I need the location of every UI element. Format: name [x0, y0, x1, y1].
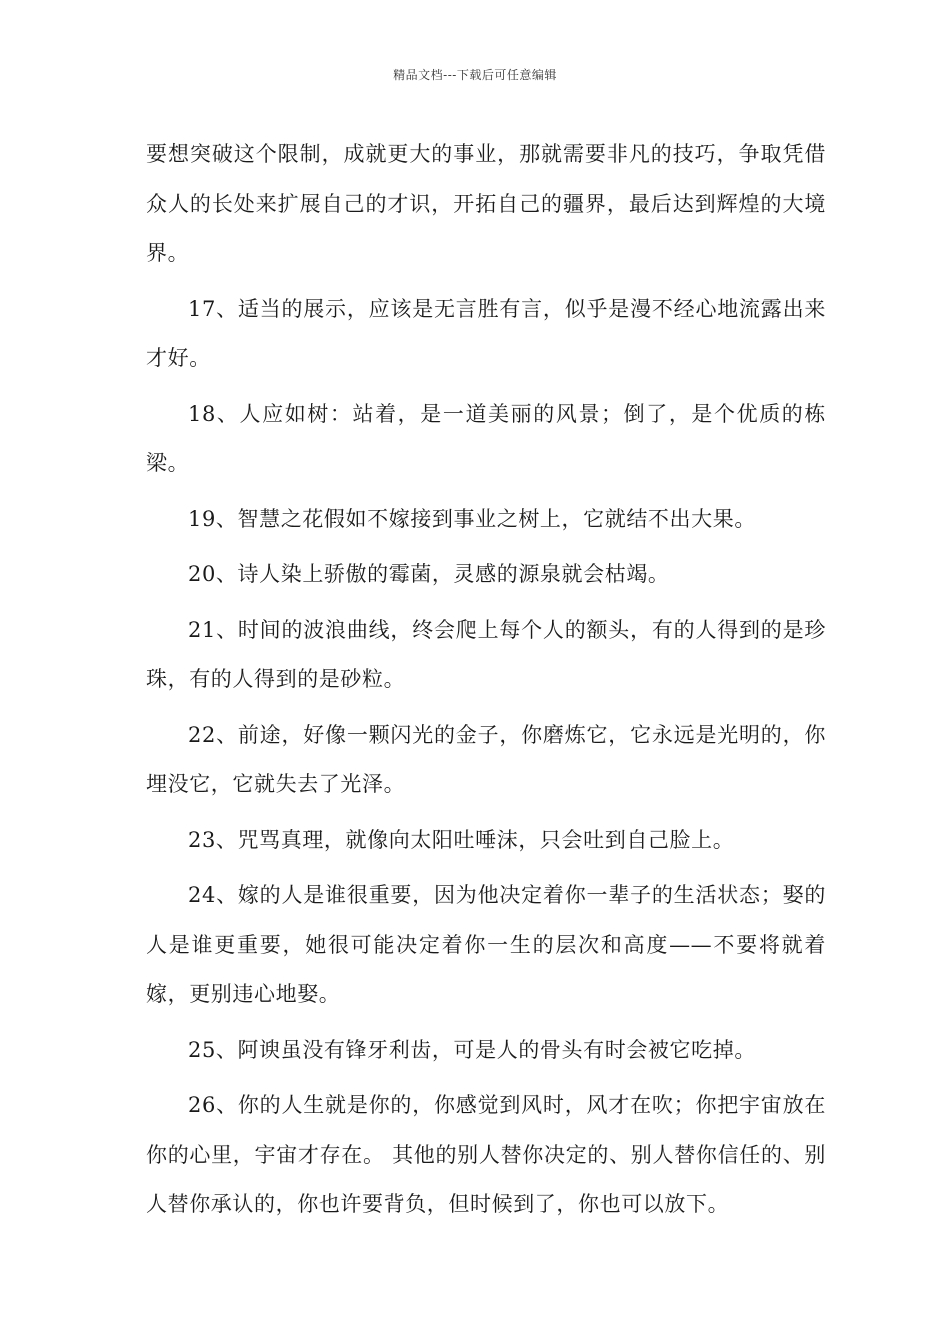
paragraph: 23、咒骂真理，就像向太阳吐唾沫，只会吐到自己脸上。: [188, 827, 735, 852]
paragraph: 21、时间的波浪曲线，终会爬上每个人的额头，有的人得到的是珍珠，有的人得到的是砂粒。: [146, 617, 826, 691]
paragraph: 19、智慧之花假如不嫁接到事业之树上，它就结不出大果。: [188, 506, 756, 531]
paragraph: 25、阿谀虽没有锋牙利齿，可是人的骨头有时会被它吃掉。: [188, 1037, 756, 1062]
paragraph: 要想突破这个限制，成就更大的事业，那就需要非凡的技巧，争取凭借众人的长处来扩展自己的才识，开拓自己的疆界，最后达到辉煌的大境界。: [146, 142, 826, 265]
paragraph: 26、你的人生就是你的，你感觉到风时，风才在吹；你把宇宙放在你的心里，宇宙才存在。 其他的别人替你决定的、别人替你信任的、别人替你承认的，你也许要背负，但时候到了，你也可以放下。: [146, 1093, 826, 1216]
page-header: 精品文档---下载后可任意编辑: [393, 68, 557, 82]
paragraph: 18、人应如树：站着，是一道美丽的风景；倒了，是个优质的栋梁。: [146, 401, 826, 475]
paragraph: 24、嫁的人是谁很重要，因为他决定着你一辈子的生活状态；娶的人是谁更重要，她很可能决定着你一生的层次和高度——不要将就着嫁，更别违心地娶。: [146, 883, 826, 1006]
paragraph: 17、适当的展示，应该是无言胜有言，似乎是漫不经心地流露出来才好。: [146, 296, 826, 370]
document-body: [146, 130, 826, 1236]
paragraph: 20、诗人染上骄傲的霉菌，灵感的源泉就会枯竭。: [188, 562, 670, 586]
paragraph: 22、前途，好像一颗闪光的金子，你磨炼它，它永远是光明的，你埋没它，它就失去了光泽。: [146, 722, 826, 796]
